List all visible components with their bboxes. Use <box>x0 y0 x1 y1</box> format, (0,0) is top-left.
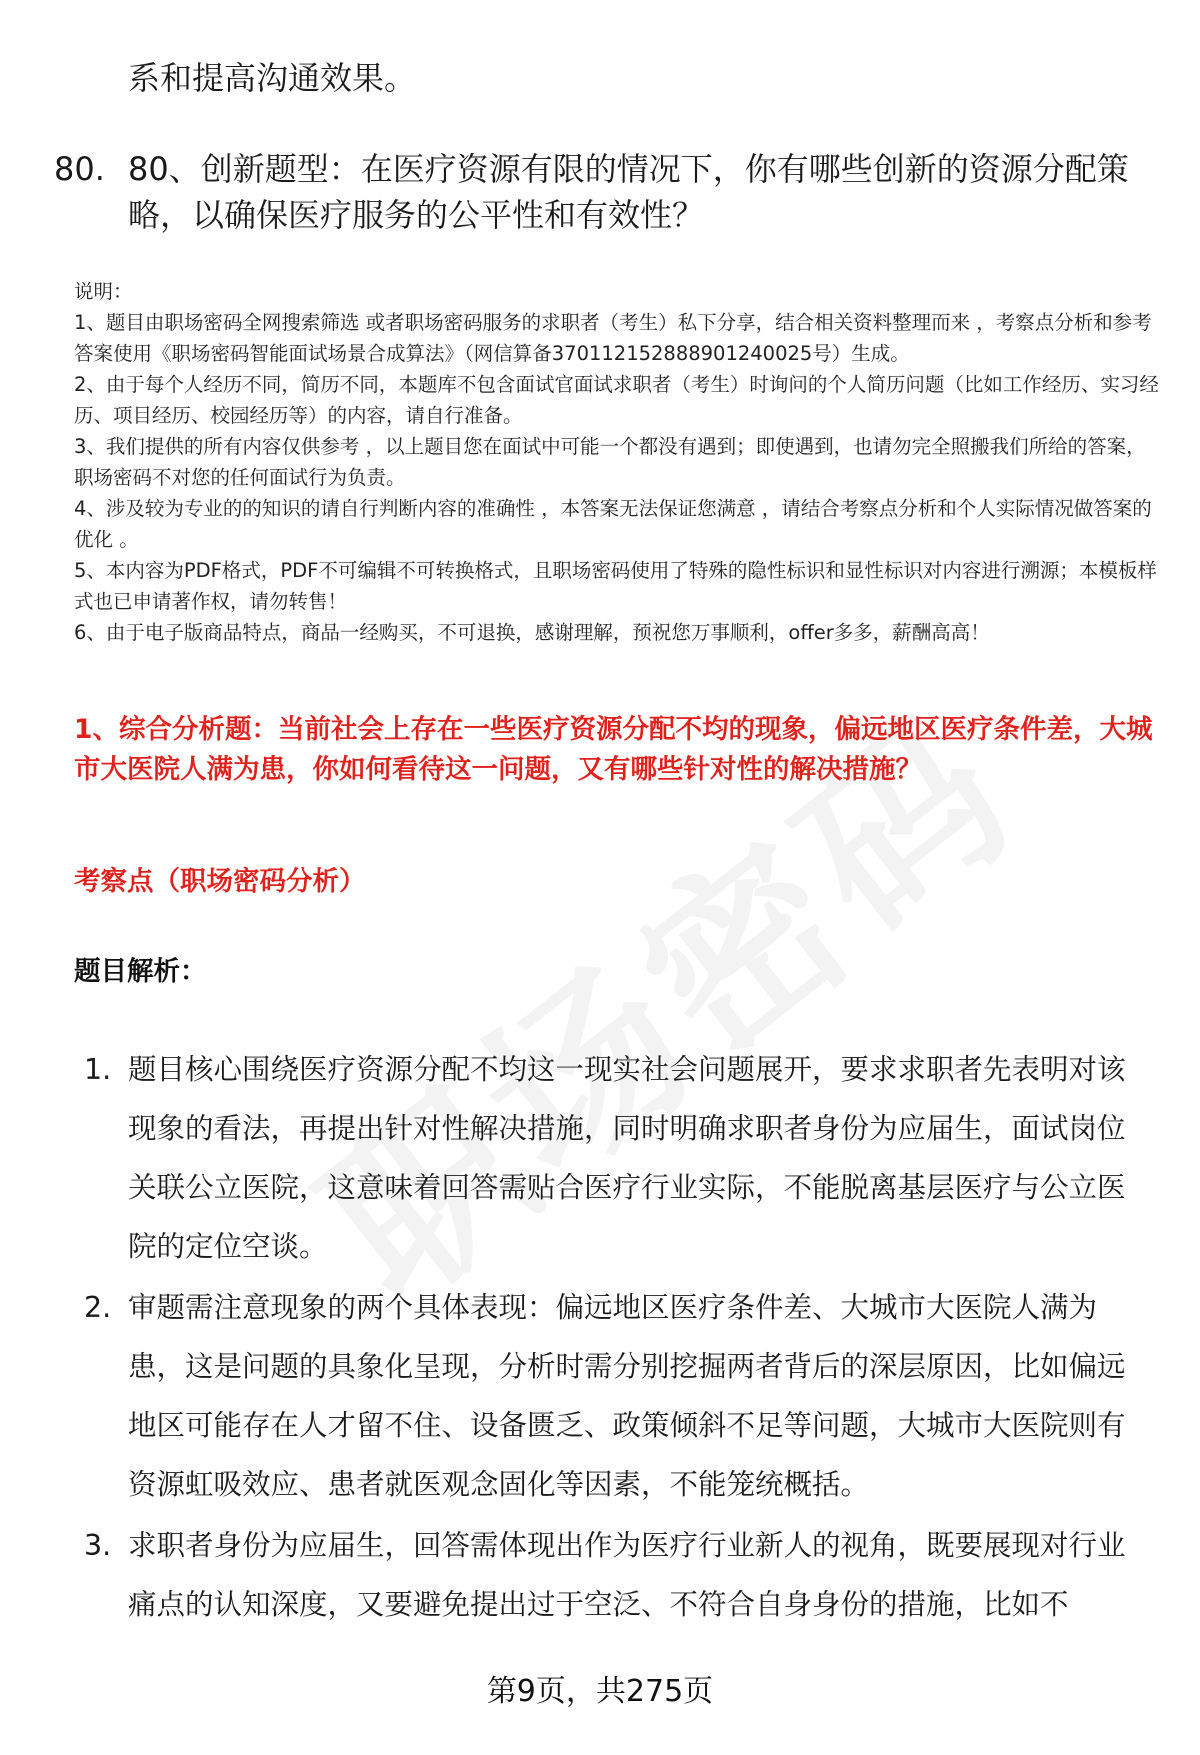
list-item-text: 求职者身份为应届生，回答需体现出作为医疗行业新人的视角，既要展现对行业痛点的认知深度，又要避免提出过于空泛、不符合自身身份的措施，比如不 <box>128 1529 1126 1621</box>
note-item: 1、题目由职场密码全网搜索筛选 或者职场密码服务的求职者（考生）私下分享，结合相关资料整理而来 ，考察点分析和参考答案使用《职场密码智能面试场景合成算法》（网信算备370112152888901240025号）生成。 <box>74 311 1152 365</box>
list-item-number: 3. <box>84 1529 112 1562</box>
note-item: 2、由于每个人经历不同，简历不同，本题库不包含面试官面试求职者（考生）时询问的个人简历问题（比如工作经历、实习经历、项目经历、校园经历等）的内容，请自行准备。 <box>74 373 1159 427</box>
list-item <box>84 1278 1144 1514</box>
question-number: 80. <box>54 150 105 188</box>
section-subtitle: 考察点（职场密码分析） <box>74 866 366 897</box>
page-footer: 第9页，共275页 <box>486 1674 714 1709</box>
note-item: 6、由于电子版商品特点，商品一经购买，不可退换，感谢理解，预祝您万事顺利，offer多多，薪酬高高！ <box>74 621 990 644</box>
list-item <box>84 1516 1144 1634</box>
notes-block <box>74 276 1162 648</box>
list-item-number: 2. <box>84 1291 112 1324</box>
section-question-title: 1、综合分析题：当前社会上存在一些医疗资源分配不均的现象，偏远地区医疗条件差，大城市大医院人满为患，你如何看待这一问题，又有哪些针对性的解决措施？ <box>74 714 1153 785</box>
question-text: 80、创新题型：在医疗资源有限的情况下，你有哪些创新的资源分配策略，以确保医疗服务的公平性和有效性？ <box>128 150 1129 234</box>
list-item-text: 审题需注意现象的两个具体表现：偏远地区医疗条件差、大城市大医院人满为患，这是问题的具象化呈现，分析时需分别挖掘两者背后的深层原因，比如偏远地区可能存在人才留不住、设备匮乏、政策倾斜不足等问题，大城市大医院则有资源虹吸效应、患者就医观念固化等因素，不能笼统概括。 <box>128 1291 1126 1501</box>
analysis-list <box>84 1040 1144 1636</box>
note-item: 4、涉及较为专业的的知识的请自行判断内容的准确性 ，本答案无法保证您满意 ，请结合考察点分析和个人实际情况做答案的优化 。 <box>74 497 1152 551</box>
note-item: 5、本内容为PDF格式，PDF不可编辑不可转换格式，且职场密码使用了特殊的隐性标识和显性标识对内容进行溯源；本模板样式也已申请著作权，请勿转售！ <box>74 559 1157 613</box>
note-item: 3、我们提供的所有内容仅供参考 ，以上题目您在面试中可能一个都没有遇到；即使遇到，也请勿完全照搬我们所给的答案，职场密码不对您的任何面试行为负责。 <box>74 435 1146 489</box>
question-80 <box>54 146 1154 238</box>
list-item-text: 题目核心围绕医疗资源分配不均这一现实社会问题展开，要求求职者先表明对该现象的看法，再提出针对性解决措施，同时明确求职者身份为应届生，面试岗位关联公立医院，这意味着回答需贴合医疗行业实际，不能脱离基层医疗与公立医院的定位空谈。 <box>128 1053 1126 1263</box>
list-item-number: 1. <box>84 1053 112 1086</box>
notes-heading: 说明： <box>74 280 133 303</box>
list-item <box>84 1040 1144 1276</box>
continuation-text: 系和提高沟通效果。 <box>128 59 417 97</box>
analysis-heading: 题目解析： <box>74 956 207 987</box>
